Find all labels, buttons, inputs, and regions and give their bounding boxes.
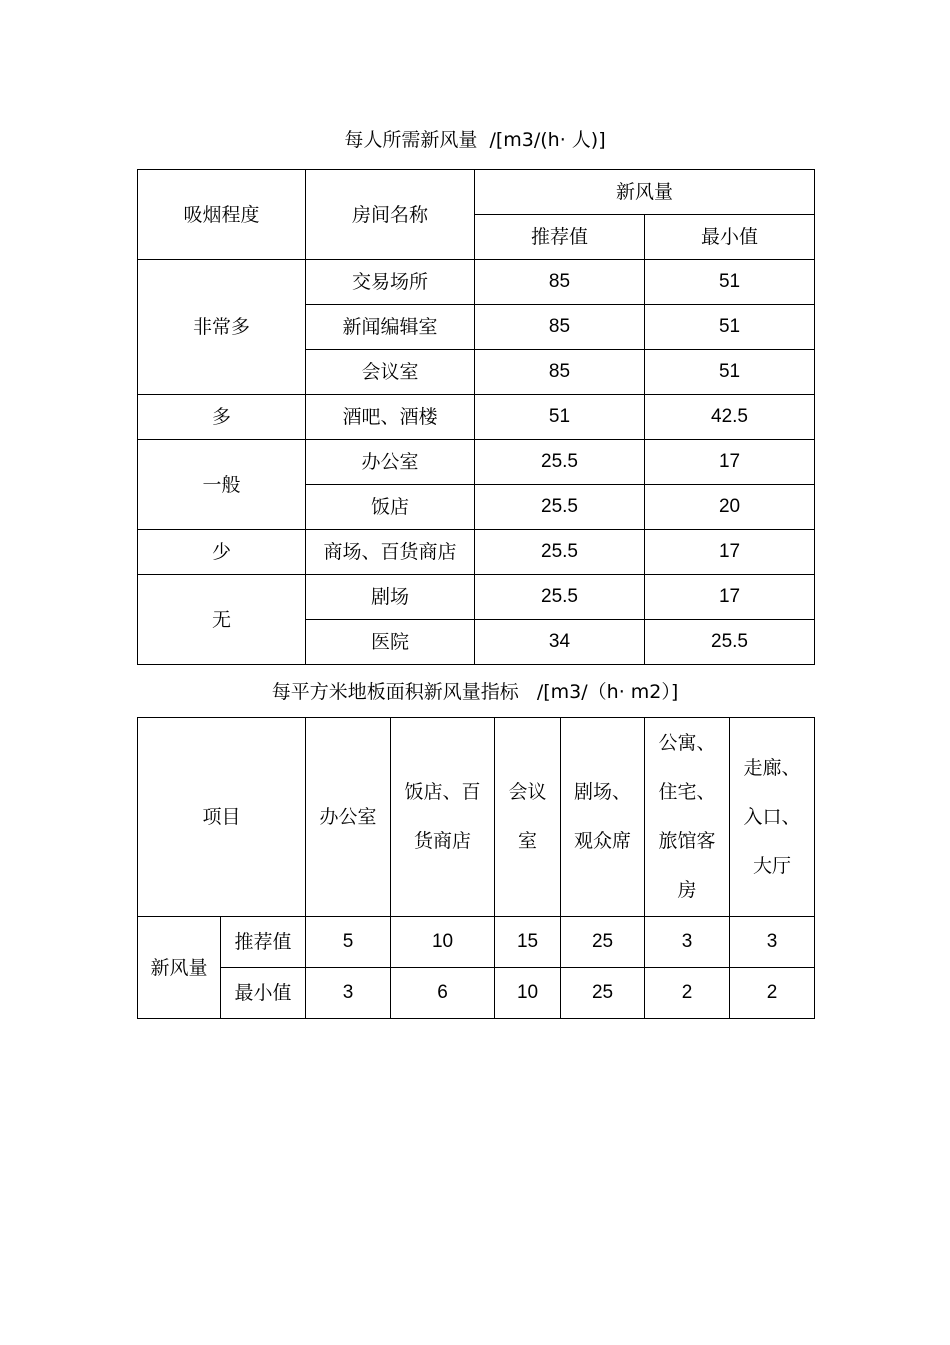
column-header-line: 观众席	[574, 830, 632, 852]
value-cell: 3	[645, 917, 730, 968]
minimum-value-cell: 51	[645, 350, 815, 395]
room-name-cell: 剧场	[306, 575, 475, 620]
recommended-value-cell: 85	[475, 350, 645, 395]
minimum-value-cell: 17	[645, 440, 815, 485]
room-name-cell: 办公室	[306, 440, 475, 485]
minimum-value-cell: 51	[645, 260, 815, 305]
room-name-cell: 会议室	[306, 350, 475, 395]
value-cell: 5	[306, 917, 391, 968]
column-header	[495, 718, 561, 917]
room-name-cell: 饭店	[306, 485, 475, 530]
smoking-level-cell: 非常多	[138, 260, 306, 395]
value-cell: 25	[561, 968, 645, 1019]
value-cell: 3	[306, 968, 391, 1019]
recommended-value-cell: 85	[475, 305, 645, 350]
header-recommended: 推荐值	[475, 215, 645, 260]
room-name-cell: 新闻编辑室	[306, 305, 475, 350]
header-minimum: 最小值	[645, 215, 815, 260]
column-header-line: 剧场、	[574, 781, 632, 803]
recommended-value-cell: 51	[475, 395, 645, 440]
table-row	[138, 260, 815, 305]
smoking-level-cell: 无	[138, 575, 306, 665]
fresh-air-per-floor-area-table	[137, 717, 815, 1019]
column-header-line: 饭店、百	[404, 781, 481, 803]
room-name-cell: 酒吧、酒楼	[306, 395, 475, 440]
column-header-line: 室	[518, 830, 538, 852]
column-header	[306, 718, 391, 917]
column-header-line: 入口、	[743, 805, 801, 828]
column-header-line: 办公室	[319, 805, 377, 828]
room-name-cell: 医院	[306, 620, 475, 665]
column-header	[561, 718, 645, 917]
recommended-value-cell: 25.5	[475, 575, 645, 620]
header-room-name: 房间名称	[306, 170, 475, 260]
column-header-line: 大厅	[753, 854, 792, 877]
table2-caption: 每平方米地板面积新风量指标 /[m3/（h· m2）]	[271, 681, 679, 703]
minimum-value-cell: 42.5	[645, 395, 815, 440]
column-header-line: 货商店	[414, 830, 472, 852]
recommended-value-cell: 34	[475, 620, 645, 665]
recommended-value-cell: 25.5	[475, 440, 645, 485]
fresh-air-per-person-table	[137, 169, 815, 665]
table-row	[138, 575, 815, 620]
value-cell: 6	[391, 968, 495, 1019]
header-item: 项目	[138, 718, 306, 917]
row-group-label: 新风量	[138, 917, 221, 1019]
table-row	[138, 917, 815, 968]
recommended-value-cell: 25.5	[475, 530, 645, 575]
value-cell: 25	[561, 917, 645, 968]
header-smoking-level: 吸烟程度	[138, 170, 306, 260]
table-row	[138, 440, 815, 485]
minimum-value-cell: 17	[645, 575, 815, 620]
column-header	[645, 718, 730, 917]
table-row	[138, 395, 815, 440]
table-row	[138, 530, 815, 575]
room-name-cell: 商场、百货商店	[306, 530, 475, 575]
recommended-value-cell: 25.5	[475, 485, 645, 530]
column-header-line: 会议	[508, 781, 547, 803]
minimum-value-cell: 25.5	[645, 620, 815, 665]
column-header-line: 公寓、	[658, 732, 716, 754]
minimum-value-cell: 20	[645, 485, 815, 530]
room-name-cell: 交易场所	[306, 260, 475, 305]
value-cell: 3	[730, 917, 815, 968]
minimum-value-cell: 51	[645, 305, 815, 350]
row-label: 推荐值	[221, 917, 306, 968]
column-header	[391, 718, 495, 917]
column-header-line: 走廊、	[743, 756, 801, 779]
header-fresh-air: 新风量	[475, 170, 815, 215]
value-cell: 2	[730, 968, 815, 1019]
column-header-line: 旅馆客	[658, 830, 716, 852]
column-header	[730, 718, 815, 917]
smoking-level-cell: 多	[138, 395, 306, 440]
value-cell: 10	[391, 917, 495, 968]
table-row	[138, 968, 815, 1019]
value-cell: 2	[645, 968, 730, 1019]
recommended-value-cell: 85	[475, 260, 645, 305]
table1-caption: 每人所需新风量 /[m3/(h· 人)]	[344, 129, 606, 151]
value-cell: 10	[495, 968, 561, 1019]
minimum-value-cell: 17	[645, 530, 815, 575]
smoking-level-cell: 少	[138, 530, 306, 575]
value-cell: 15	[495, 917, 561, 968]
smoking-level-cell: 一般	[138, 440, 306, 530]
row-label: 最小值	[221, 968, 306, 1019]
column-header-line: 房	[677, 879, 697, 901]
column-header-line: 住宅、	[658, 781, 716, 803]
